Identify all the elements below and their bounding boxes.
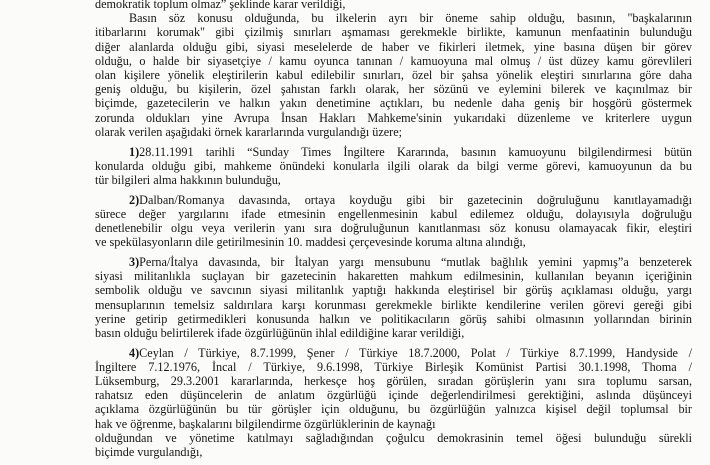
item-2-line: sürece değer yargılarını ifade etmesinin engellenmesinin kabul edilemez olduğu, dolayısıyla doğruluğu bbox=[95, 206, 692, 221]
item-2-line: ve spekülasyonların dile getirilmesinin 10. maddesi çerçevesinde koruma altına alındığı, bbox=[95, 235, 526, 250]
intro-line: olarak verilen aşağıdaki örnek kararlarında vurgulandığı üzere; bbox=[95, 124, 403, 139]
item-1-first-line bbox=[129, 145, 692, 159]
item-3-line: siyasi militanlıkla suçlayan bir gazetecinin hakaretten mahkum edilmesinin, kullanılan beyanın içeriğinin bbox=[95, 269, 692, 284]
item-text: Ceylan / Türkiye, 8.7.1999, Şener / Türkiye 18.7.2000, Polat / Türkiye 8.7.1999, Handyside / bbox=[139, 345, 692, 360]
item-2-line: denetlenebilir olgu veya verilerin yanı sıra doğruluğunun kanıtlanması söz konusu olamayacak fikir, eleştiri bbox=[95, 221, 692, 235]
item-4-line: İngiltere 7.12.1976, İncal / Türkiye, 9.6.1998, Türkiye Birleşik Komünist Partisi 30.1.1998, Thoma / bbox=[95, 359, 692, 374]
item-3-line: basın olduğu belirtilerek ifade özgürlüğünün ihlal edildiğine karar verildiği, bbox=[95, 325, 465, 340]
item-3-line: yerine getirip getirmedikleri konusunda halkın ve politikacıların görüş sahibi olmasının yollarından birinin bbox=[95, 311, 692, 326]
item-4-line: Lüksemburg, 29.3.2001 kararlarında, herkesçe hoş görülen, sıradan görüşlerin yanı sıra toplumu sarsan, bbox=[95, 374, 692, 388]
item-text: 28.11.1991 tarihli “Sunday Times İngiltere Kararında, basının kamuoyunu bilgilendirmesi bütün bbox=[139, 144, 692, 159]
item-2-first-line bbox=[129, 193, 692, 207]
cut-bottom-line: biçimde vurgulandığı, bbox=[95, 445, 203, 459]
item-4-line: açıklama özgürlüğünün bu tür görüşler için olduğunu, bu özgürlüğün yalnızca kişisel değil toplumsal bir bbox=[95, 402, 692, 417]
item-1-line: tür bilgileri alma hakkının bulunduğu, bbox=[95, 172, 281, 187]
top-fragment-line: demokratik toplum olmaz” şeklinde karar verildiği, bbox=[95, 0, 346, 11]
item-1-line: konularda olduğu gibi, mahkeme önündeki konularla ilgili olarak da bilgi verme görevi, kamuoyunun da bu bbox=[95, 158, 692, 173]
intro-line: zorunda oldukları yine Avrupa İnsan Hakları Mahkeme'sinin yukarıdaki düzenleme ve kriterlere uygun bbox=[95, 110, 692, 125]
intro-line: olan kişilere yönelik eleştirilerin kabul edilebilir sınırları, özel bir şahsa yönelik eleştiri sınırlarına göre daha bbox=[95, 68, 692, 82]
intro-line: Basın söz konusu olduğunda, bu ilkelerin ayrı bir öneme sahip olduğu, basının, "başkalarının bbox=[129, 11, 692, 26]
item-number: 2) bbox=[129, 192, 140, 207]
item-number: 3) bbox=[129, 254, 140, 269]
item-3-line: mensuplarının temelsiz saldırılara karşı korunması gerekmekle birlikte kendilerine verilen görevi gereği gibi bbox=[95, 297, 692, 312]
intro-line: olduğu, o halde bir siyasetçiye / kamu oyunca tanınan / kamuoyuna mal olmuş / üst düzey kamu görevlileri bbox=[95, 53, 692, 68]
item-4-line: hak ve öğrenme, başkalarını bilgilendirme özgürlüklerinin de kaynağı bbox=[95, 416, 436, 431]
item-number: 4) bbox=[129, 345, 140, 360]
item-3-first-line bbox=[129, 255, 692, 269]
item-4-line: rahatsız eden düşüncelerin de anlatım özgürlüğü içinde değerlendirilmesi gerektiğini, aslında düşünceyi bbox=[95, 388, 692, 403]
intro-line: diğer alanlarda olduğu gibi, siyasi meselelerde de haber ve fikirleri iletmek, yine basına düşen bir görev bbox=[95, 39, 692, 54]
item-text: Dalban/Romanya davasında, ortaya koyduğu gibi bir gazetecinin doğruluğunu kanıtlayamadığı bbox=[139, 192, 692, 207]
intro-line: geniş olduğu, bu kişilerin, özel şahıstan farklı olarak, her sözünü ve eylemini bilerek ve kaçınılmaz bir bbox=[95, 82, 692, 97]
item-3-line: sembolik olduğu ve savcının siyasi militanlık yaptığı hakkında eleştirisel bir görüş açıklaması olduğu, yargı bbox=[95, 283, 692, 298]
intro-line: itibarlarını korumak" gibi çizilmiş sınırları aşmaması gerekmekle birlikte, kamunun menfaatinin bulunduğu bbox=[95, 25, 692, 40]
bottom-fragment-line: olduğundan ve yönetime katılmayı sağladığından çoğulcu demokrasinin temel öğesi bulunduğu sürekli bbox=[95, 430, 692, 445]
item-4-first-line bbox=[129, 346, 692, 360]
intro-line: biçimde, gazetecilerin ve halkın yakın denetimine açtıkları, bu nedenle daha geniş bir hoşgörü göstermek bbox=[95, 96, 692, 111]
item-number: 1) bbox=[129, 144, 140, 159]
item-text: Perna/İtalya davasında, bir İtalyan yargı mensubunu “mutlak bağlılık yemini yapmış”a benzeterek bbox=[139, 254, 692, 269]
